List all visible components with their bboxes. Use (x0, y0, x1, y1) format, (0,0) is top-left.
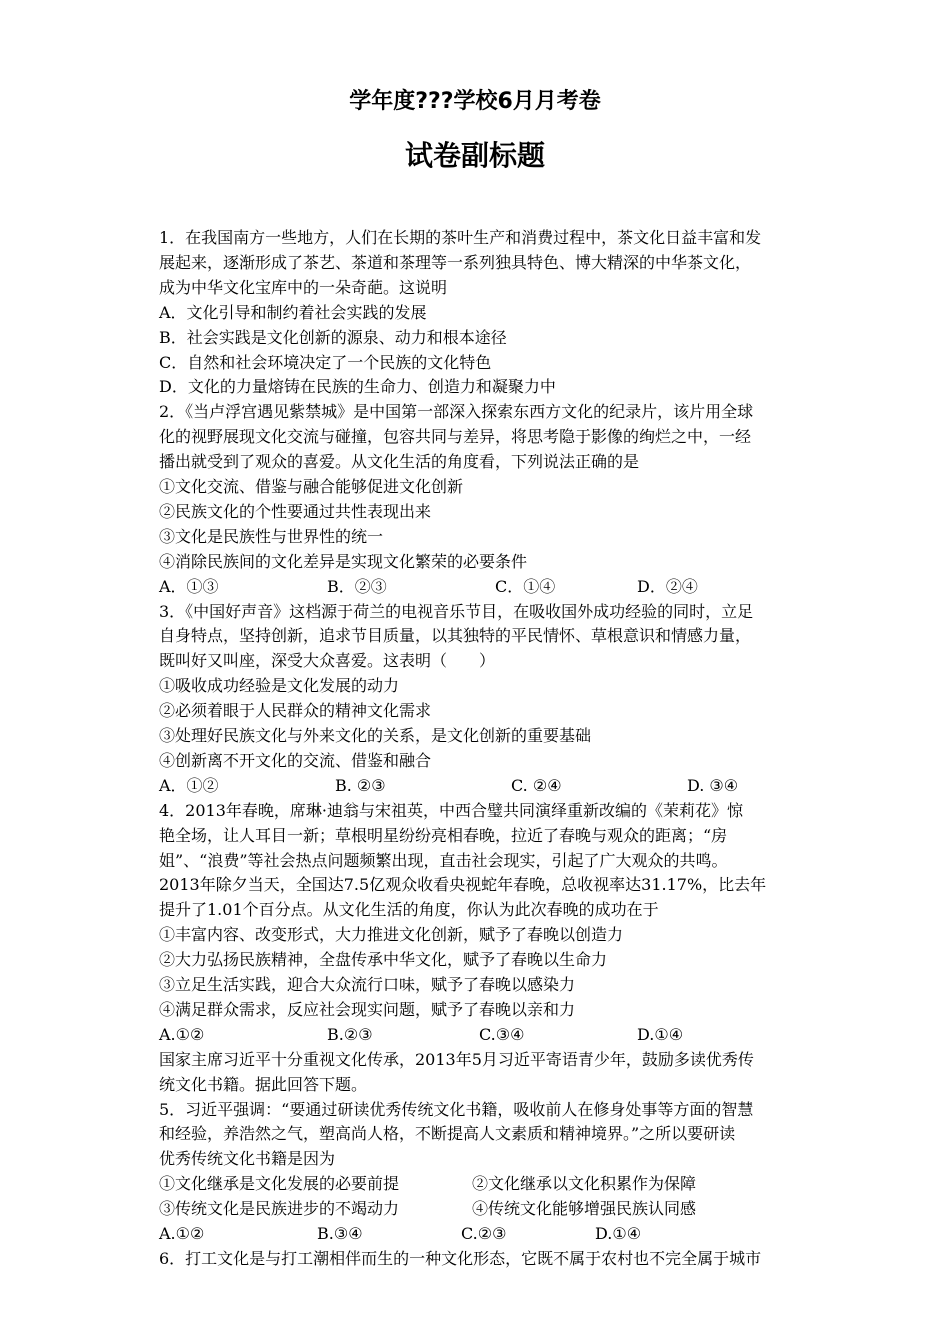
text-line: 6．打工文化是与打工潮相伴而生的一种文化形态，它既不属于农村也不完全属于城市 (159, 1248, 762, 1268)
text-line: 提升了1.01个百分点。从文化生活的角度，你认为此次春晚的成功在于 (159, 900, 659, 920)
text-line: 展起来，逐渐形成了茶艺、茶道和茶理等一系列独具特色、博大精深的中华茶文化， (159, 252, 752, 272)
text-line: 4．2013年春晚，席琳·迪翁与宋祖英，中西合璧共同演绎重新改编的《茉莉花》惊 (159, 800, 743, 820)
text-line: ④满足群众需求，反应社会现实问题，赋予了春晚以亲和力 (159, 999, 576, 1019)
answer-option: D. ③④ (687, 775, 739, 795)
answer-option: D．②④ (637, 576, 698, 596)
answer-option: ③传统文化是民族进步的不竭动力 (159, 1199, 400, 1219)
text-line: B．社会实践是文化创新的源泉、动力和根本途径 (159, 327, 507, 347)
answer-option: C.③④ (479, 1024, 525, 1044)
exam-subtitle: 试卷副标题 (404, 139, 545, 172)
text-line: ③文化是民族性与世界性的统一 (159, 526, 384, 546)
answer-option: B.②③ (327, 1024, 373, 1044)
answer-option: A．①② (159, 775, 219, 795)
text-line: 统文化书籍。据此回答下题。 (159, 1074, 368, 1094)
text-line: 优秀传统文化书籍是因为 (159, 1149, 336, 1169)
text-line: C．自然和社会环境决定了一个民族的文化特色 (159, 352, 492, 372)
answer-option: C.②③ (461, 1224, 507, 1243)
text-line: ①吸收成功经验是文化发展的动力 (159, 676, 400, 696)
answer-options-row (159, 776, 799, 796)
answer-option: ②文化继承以文化积累作为保障 (472, 1174, 697, 1194)
answer-options-row (159, 1199, 799, 1219)
text-line: 国家主席习近平十分重视文化传承，2013年5月习近平寄语青少年，鼓励多读优秀传 (159, 1049, 754, 1069)
answer-options-row (159, 1224, 799, 1244)
text-line: 2．《当卢浮宫遇见紫禁城》是中国第一部深入探索东西方文化的纪录片，该片用全球 (159, 402, 754, 422)
text-line: 播出就受到了观众的喜爱。从文化生活的角度看，下列说法正确的是 (159, 452, 640, 472)
answer-option: C. ②④ (511, 775, 562, 795)
text-line: 2013年除夕当天，全国达7.5亿观众收看央视蛇年春晚，总收视率达31.17%，比去年 (159, 875, 767, 895)
answer-option: B. ②③ (335, 775, 386, 795)
answer-option: ①文化继承是文化发展的必要前提 (159, 1174, 400, 1194)
answer-options-row (159, 1025, 799, 1045)
answer-option: A.①② (159, 1224, 205, 1243)
answer-options-row (159, 1174, 799, 1194)
text-line: ①文化交流、借鉴与融合能够促进文化创新 (159, 477, 464, 496)
text-line: ③处理好民族文化与外来文化的关系，是文化创新的重要基础 (159, 726, 592, 745)
text-line: 化的视野展现文化交流与碰撞，包容共同与差异，将思考隐于影像的绚烂之中，一经 (159, 427, 752, 447)
text-line: ④创新离不开文化的交流、借鉴和融合 (159, 750, 432, 770)
text-line: 艳全场，让人耳目一新；草根明星纷纷亮相春晚，拉近了春晚与观众的距离；“房 (159, 825, 728, 845)
answer-options-row (159, 577, 799, 597)
text-line: ②大力弘扬民族精神，全盘传承中华文化，赋予了春晚以生命力 (159, 950, 608, 970)
answer-option: D.①④ (637, 1024, 684, 1044)
text-line: 和经验，养浩然之气，塑高尚人格，不断提高人文素质和精神境界。”之所以要研读 (159, 1124, 736, 1144)
answer-option: B.③④ (317, 1224, 363, 1243)
text-line: A．文化引导和制约着社会实践的发展 (159, 302, 427, 322)
answer-option: C．①④ (495, 576, 556, 596)
answer-option: D.①④ (595, 1224, 642, 1243)
text-line: ①丰富内容、改变形式，大力推进文化创新，赋予了春晚以创造力 (159, 925, 624, 945)
text-line: 1．在我国南方一些地方，人们在长期的茶叶生产和消费过程中，茶文化日益丰富和发 (159, 228, 762, 247)
answer-option: A.①② (159, 1024, 205, 1044)
text-line: 成为中华文化宝库中的一朵奇葩。这说明 (159, 277, 448, 297)
text-line: D．文化的力量熔铸在民族的生命力、创造力和凝聚力中 (159, 377, 556, 397)
text-line: ②民族文化的个性要通过共性表现出来 (159, 501, 432, 521)
text-line: ③立足生活实践，迎合大众流行口味，赋予了春晚以感染力 (159, 975, 576, 994)
answer-option: A．①③ (159, 576, 219, 596)
text-line: ②必须着眼于人民群众的精神文化需求 (159, 701, 432, 721)
text-line: 自身特点，坚持创新，追求节目质量，以其独特的平民情怀、草根意识和情感力量， (159, 626, 752, 646)
text-line: ④消除民族间的文化差异是实现文化繁荣的必要条件 (159, 551, 528, 571)
text-line: 既叫好又叫座，深受大众喜爱。这表明（ ） (159, 651, 496, 671)
answer-option: B．②③ (327, 576, 387, 596)
text-line: 3．《中国好声音》这档源于荷兰的电视音乐节目，在吸收国外成功经验的同时，立足 (159, 601, 754, 621)
exam-title: 学年度???学校6月月考卷 (349, 89, 601, 114)
text-line: 5．习近平强调：“要通过研读优秀传统文化书籍，吸收前人在修身处事等方面的智慧 (159, 1099, 754, 1119)
text-line: 姐”、“浪费”等社会热点问题频繁出现，直击社会现实，引起了广大观众的共鸣。 (159, 850, 728, 870)
answer-option: ④传统文化能够增强民族认同感 (472, 1199, 697, 1219)
